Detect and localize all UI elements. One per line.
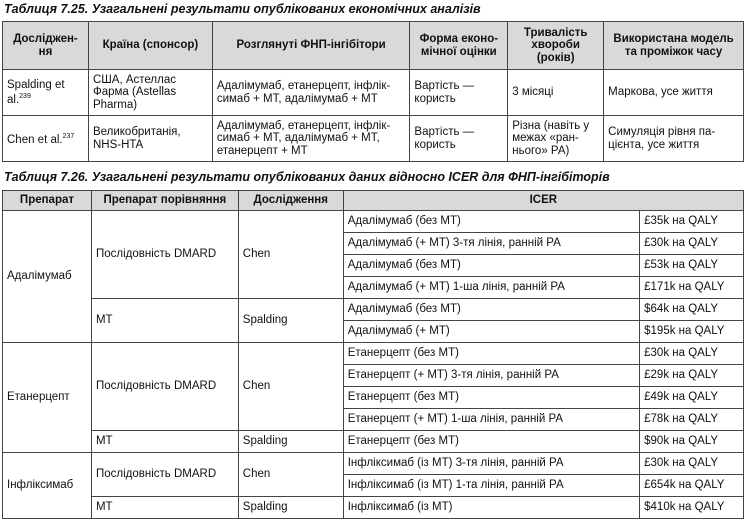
study-name: Spalding et al. bbox=[7, 78, 65, 106]
study-cell: Chen bbox=[238, 343, 343, 431]
icer-value: £171k на QALY bbox=[640, 277, 744, 299]
study-ref: 237 bbox=[62, 132, 75, 140]
table-25 bbox=[2, 21, 744, 162]
icer-value: £29k на QALY bbox=[640, 365, 744, 387]
icer-value: £30k на QALY bbox=[640, 343, 744, 365]
icer-label: Інфліксимаб (із МТ) 1-та лінія, ранній РА bbox=[343, 475, 639, 497]
icer-value: £53k на QALY bbox=[640, 255, 744, 277]
icer-value: £30k на QALY bbox=[640, 453, 744, 475]
table-row bbox=[3, 299, 744, 321]
comparator-cell: МТ bbox=[91, 431, 238, 453]
icer-value: $64k на QALY bbox=[640, 299, 744, 321]
icer-label: Етанерцепт (без МТ) bbox=[343, 343, 639, 365]
icer-label: Адалімумаб (+ МТ) 1-ша лінія, ранній РА bbox=[343, 277, 639, 299]
table-row bbox=[3, 70, 744, 116]
duration-cell: Різна (навіть у межах «ран-нього» РА) bbox=[508, 116, 604, 162]
study-cell bbox=[3, 70, 89, 116]
country-cell: Великобританія, NHS-HTA bbox=[88, 116, 212, 162]
study-cell: Chen bbox=[238, 211, 343, 299]
icer-label: Адалімумаб (+ МТ) bbox=[343, 321, 639, 343]
header-cell: Препарат порівняння bbox=[91, 191, 238, 211]
duration-cell: 3 місяці bbox=[508, 70, 604, 116]
icer-value: £30k на QALY bbox=[640, 233, 744, 255]
icer-value: £35k на QALY bbox=[640, 211, 744, 233]
icer-value: $195k на QALY bbox=[640, 321, 744, 343]
icer-label: Етанерцепт (+ МТ) 3-тя лінія, ранній РА bbox=[343, 365, 639, 387]
header-cell: Форма еконо-мічної оцінки bbox=[410, 22, 508, 70]
icer-value: £78k на QALY bbox=[640, 409, 744, 431]
drug-cell: Адалімумаб bbox=[3, 211, 92, 343]
comparator-cell: МТ bbox=[91, 497, 238, 519]
icer-value: $90k на QALY bbox=[640, 431, 744, 453]
comparator-cell: Послідовність DMARD bbox=[91, 211, 238, 299]
header-cell: Використана модель та проміжок часу bbox=[604, 22, 744, 70]
study-cell: Spalding bbox=[238, 497, 343, 519]
inhibitors-cell: Адалімумаб, етанерцепт, інфлік-симаб + МТ, адалімумаб + МТ bbox=[212, 70, 410, 116]
model-cell: Симуляція рівня па-цієнта, усе життя bbox=[604, 116, 744, 162]
study-cell bbox=[3, 116, 89, 162]
table-row bbox=[3, 431, 744, 453]
icer-value: £49k на QALY bbox=[640, 387, 744, 409]
header-cell: Розглянуті ФНП-інгібітори bbox=[212, 22, 410, 70]
icer-label: Етанерцепт (без МТ) bbox=[343, 431, 639, 453]
header-cell: ICER bbox=[343, 191, 743, 211]
icer-label: Адалімумаб (+ МТ) 3-тя лінія, ранній РА bbox=[343, 233, 639, 255]
comparator-cell: Послідовність DMARD bbox=[91, 343, 238, 431]
table-row bbox=[3, 116, 744, 162]
study-cell: Chen bbox=[238, 453, 343, 497]
icer-label: Адалімумаб (без МТ) bbox=[343, 255, 639, 277]
table-25-header-row bbox=[3, 22, 744, 70]
model-cell: Маркова, усе життя bbox=[604, 70, 744, 116]
icer-value: £654k на QALY bbox=[640, 475, 744, 497]
drug-cell: Етанерцепт bbox=[3, 343, 92, 453]
comparator-cell: Послідовність DMARD bbox=[91, 453, 238, 497]
inhibitors-cell: Адалімумаб, етанерцепт, інфлік-симаб + МТ, адалімумаб + МТ, етанерцепт + МТ bbox=[212, 116, 410, 162]
study-name: Chen et al. bbox=[7, 133, 63, 146]
table-row bbox=[3, 211, 744, 233]
header-cell: Препарат bbox=[3, 191, 92, 211]
study-ref: 239 bbox=[19, 93, 31, 101]
study-cell: Spalding bbox=[238, 431, 343, 453]
icer-label: Інфліксимаб (із МТ) 3-тя лінія, ранній РА bbox=[343, 453, 639, 475]
icer-label: Етанерцепт (+ МТ) 1-ша лінія, ранній РА bbox=[343, 409, 639, 431]
table-26-header-row bbox=[3, 191, 744, 211]
study-cell: Spalding bbox=[238, 299, 343, 343]
table-row bbox=[3, 343, 744, 365]
table-25-caption: Таблиця 7.25. Узагальнені результати опублікованих економічних аналізів bbox=[4, 2, 481, 16]
header-cell: Країна (спонсор) bbox=[88, 22, 212, 70]
form-cell: Вартість — користь bbox=[410, 70, 508, 116]
drug-cell: Інфліксимаб bbox=[3, 453, 92, 519]
form-cell: Вартість — користь bbox=[410, 116, 508, 162]
icer-label: Етанерцепт (без МТ) bbox=[343, 387, 639, 409]
header-cell: Дослідження bbox=[238, 191, 343, 211]
header-cell: Тривалість хвороби (років) bbox=[508, 22, 604, 70]
icer-value: $410k на QALY bbox=[640, 497, 744, 519]
country-cell: США, Астеллас Фарма (Astellas Pharma) bbox=[88, 70, 212, 116]
comparator-cell: МТ bbox=[91, 299, 238, 343]
icer-label: Інфліксимаб (із МТ) bbox=[343, 497, 639, 519]
icer-label: Адалімумаб (без МТ) bbox=[343, 211, 639, 233]
table-row bbox=[3, 453, 744, 475]
table-26-caption: Таблиця 7.26. Узагальнені результати опублікованих даних відносно ICER для ФНП-інгібіторів bbox=[4, 170, 610, 184]
table-row bbox=[3, 497, 744, 519]
icer-label: Адалімумаб (без МТ) bbox=[343, 299, 639, 321]
header-cell: Досліджен-ня bbox=[3, 22, 89, 70]
table-26 bbox=[2, 190, 744, 519]
